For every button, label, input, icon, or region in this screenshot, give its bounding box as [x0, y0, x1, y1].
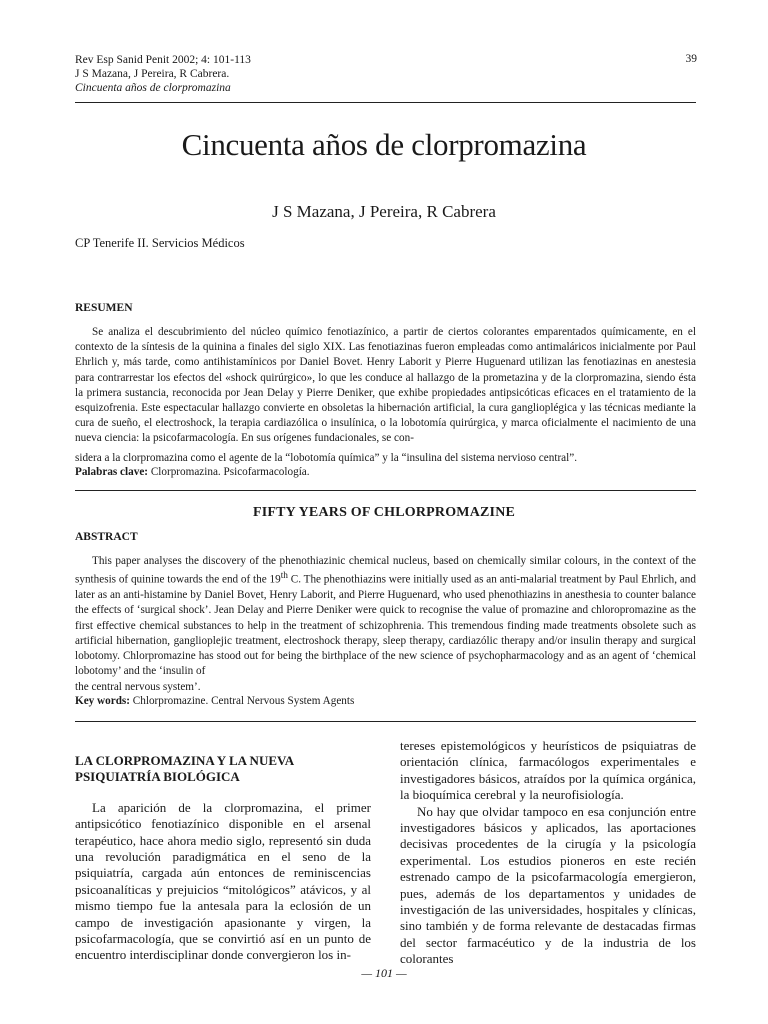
- english-title: FIFTY YEARS OF CHLORPROMAZINE: [252, 505, 516, 520]
- right-paragraph-1: tereses epistemológicos y heurísticos de psiquiatras de orientación clínica, farmacólogos experimentales e investigadores básicos, atraídos por la química orgánica, la bioquímica cerebral y la neurofisiología.: [400, 738, 696, 803]
- palabras-clave-label: Palabras clave:: [75, 465, 149, 478]
- journal-page-number: 39: [685, 53, 697, 65]
- abstract-tail: [75, 681, 696, 708]
- palabras-clave: [75, 466, 696, 480]
- journal-citation: Rev Esp Sanid Penit 2002; 4: 101-113: [75, 54, 251, 66]
- key-words-values: Chlorpromazine. Central Nervous System Agents: [132, 694, 355, 707]
- abstract-text-part1: This paper analyses the discovery of the phenothiazinic chemical nucleus, based on chemically similar colours, in the context of the synthesis of quinine towards the end of the 19: [75, 555, 696, 586]
- abstract-final-line: the central nervous system’.: [75, 681, 201, 693]
- article-authors: J S Mazana, J Pereira, R Cabrera: [272, 202, 496, 221]
- resumen-text: Se analiza el descubrimiento del núcleo químico fenotiazínico, a partir de ciertos colorantes emparentados químicamente, en el contexto de la síntesis de la quinina a finales del siglo XIX. Las fenotiazinas fueron empleadas como antimaláricos inicialmente por Paul Ehrlich y, más tarde, como antihistamínicos por Daniel Bovet. Henry Laborit y Pierre Huguenard utilizan las fenotiazinas en anestesia para contrarrestar los efectos del «shock quirúrgico», lo que les conduce al hallazgo de la prometazina y de la clorpromazina, siendo ésta la primera sustancia, reconocida por Jean Delay y Pierre Deniker, que exhibe propiedades antipsicóticas eficaces en el tratamiento de la esquizofrenia. Este espectacular hallazgo convierte en obsoletas la hibernación artificial, la cura ganglioplégica y las técnicas mediante la cura de sueño, el electroshock, la terapia cardiazólica o insulínica, o la lobotomía quirúrgica, y marca oficialmente el nacimiento de una nueva ciencia: la psicofarmacología. En sus orígenes fundacionales, se con-: [75, 326, 696, 445]
- right-column: [400, 738, 696, 968]
- palabras-clave-values: Clorpromazina. Psicofarmacología.: [150, 465, 310, 478]
- middle-divider: [75, 490, 696, 491]
- resumen-final-line: sidera a la clorpromazina como el agente de la “lobotomía química” y la “insulina del sistema nervioso central”.: [75, 452, 578, 464]
- abstract-text-part2: C. The phenothiazins were initially used as an anti-malarial treatment by Paul Ehrlich, and later as an anti-histamine by Daniel Bovet, Henry Laborit, and Pierre Huguenard, who used phenothiazins in anesthesia to counter balance the effects of ‘surgical shock’. Jean Delay and Pierre Deniker were quick to recognise the value of promazine and chloropromazine as the first effective chemical substances to help in the treatment of schizophrenia. This tremendous finding made treatments obsolete such as artificial hibernation, ganglioplejic treatment, electroshock therapy, sleep therapy, cardiazólic therapy and/or insulin therapy and surgical lobotomy. Chlorpromazine has stood out for being the birthplace of the new science of psychopharmacology and as an agent of ‘chemical lobotomy’ and the ‘insulin of: [75, 573, 696, 678]
- affiliation: CP Tenerife II. Servicios Médicos: [75, 236, 245, 250]
- bottom-divider: [75, 721, 696, 722]
- key-words-label: Key words:: [75, 694, 130, 707]
- abstract-text: [75, 554, 696, 679]
- article-title: Cincuenta años de clorpromazina: [181, 127, 587, 162]
- running-head: [75, 53, 251, 95]
- resumen-tail: [75, 452, 696, 479]
- page-footer: — 101 —: [361, 966, 407, 980]
- key-words: [75, 695, 696, 709]
- abstract-superscript: th: [280, 571, 288, 582]
- resumen-heading: RESUMEN: [75, 302, 133, 314]
- running-title: Cincuenta años de clorpromazina: [75, 82, 231, 94]
- right-paragraph-2: No hay que olvidar tampoco en esa conjunción entre investigadores básicos y aplicados, las aportaciones decisivas procedentes de la cirugía y la psicología experimental. Los estudios pioneros en este recién estrenado campo de la psicofarmacología emergieron, pues, además de los departamentos y unidades de investigación de las universidades, hospitales y clínicas, sino también y de forma relevante de destacadas firmas del sector farmacéutico y de la industria de los colorantes: [400, 803, 696, 967]
- top-divider: [75, 102, 696, 103]
- abstract-heading: ABSTRACT: [75, 531, 138, 543]
- left-paragraph: La aparición de la clorpromazina, el primer antipsicótico fenotiazínico disponible en el arsenal terapéutico, hace ahora medio siglo, representó sin duda una revolución paradigmática en el seno de la psiquiatría, cargada aún entonces de reminiscencias psicoanalíticas y prejuicios “mitológicos” atávicos, y al mismo tiempo fue la antesala para la eclosión de un campo de investigación apasionante y virgen, la psicofarmacología, que se convirtió así en un punto de encuentro interdisciplinar donde convergieron los in-: [75, 799, 371, 963]
- left-column: [75, 753, 371, 964]
- section-heading: LA CLORPROMAZINA Y LA NUEVA PSIQUIATRÍA BIOLÓGICA: [75, 753, 294, 785]
- running-authors: J S Mazana, J Pereira, R Cabrera.: [75, 68, 230, 80]
